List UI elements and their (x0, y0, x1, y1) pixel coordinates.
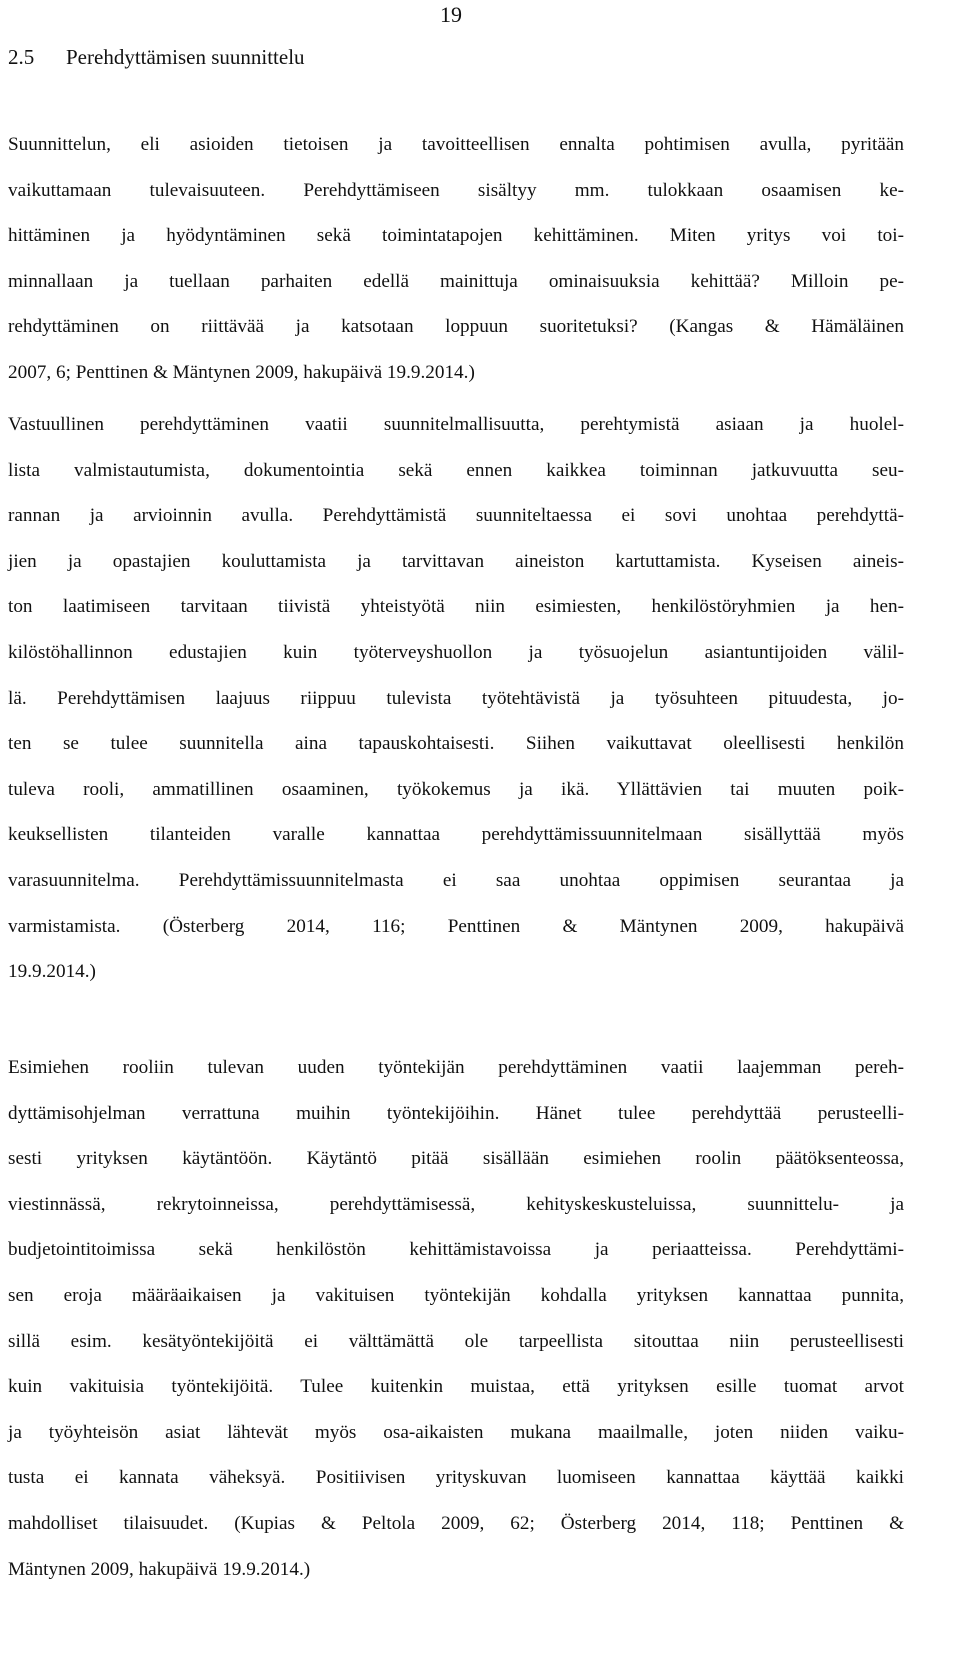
text-line: tusta ei kannata väheksyä. Positiivisen yrityskuvan luomiseen kannattaa käyttää kaikki (8, 1467, 904, 1489)
text-line: keuksellisten tilanteiden varalle kannattaa perehdyttämissuunnitelmaan sisällyttää myös (8, 824, 904, 846)
text-line: dyttämisohjelman verrattuna muihin työntekijöihin. Hänet tulee perehdyttää perusteelli- (8, 1102, 904, 1124)
text-line: vaikuttamaan tulevaisuuteen. Perehdyttämiseen sisältyy mm. tulokkaan osaamisen ke- (8, 179, 904, 201)
text-line: kilöstöhallinnon edustajien kuin työterveyshuollon ja työsuojelun asiantuntijoiden välil- (8, 641, 904, 663)
paragraph-3 (8, 1053, 904, 1600)
text-line: kuin vakituisia työntekijöitä. Tulee kuitenkin muistaa, että yrityksen esille tuomat arvot (8, 1376, 904, 1398)
section-title: Perehdyttämisen suunnittelu (66, 45, 305, 69)
text-line: Esimiehen rooliin tulevan uuden työntekijän perehdyttäminen vaatii laajemman pereh- (8, 1057, 904, 1078)
text-line: 2007, 6; Penttinen & Mäntynen 2009, hakupäivä 19.9.2014.) (8, 361, 475, 383)
text-line: ten se tulee suunnitella aina tapauskohtaisesti. Siihen vaikuttavat oleellisesti henkilön (8, 733, 904, 755)
section-heading (8, 42, 305, 72)
text-line: ton laatimiseen tarvitaan tiivistä yhteistyötä niin esimiesten, henkilöstöryhmien ja hen- (8, 596, 904, 618)
text-line: varmistamista. (Österberg 2014, 116; Penttinen & Mäntynen 2009, hakupäivä (8, 915, 904, 937)
text-line: budjetointitoimissa sekä henkilöstön kehittämistavoissa ja periaatteissa. Perehdyttämi- (8, 1239, 904, 1261)
text-line: tuleva rooli, ammatillinen osaaminen, työkokemus ja ikä. Yllättävien tai muuten poik- (8, 778, 904, 800)
text-line: sesti yrityksen käytäntöön. Käytäntö pitää sisällään esimiehen roolin päätöksenteossa, (8, 1148, 904, 1170)
text-line: jien ja opastajien kouluttamista ja tarvittavan aineiston kartuttamista. Kyseisen aineis- (8, 550, 904, 572)
text-line: Vastuullinen perehdyttäminen vaatii suunnitelmallisuutta, perehtymistä asiaan ja huolel- (8, 414, 904, 435)
section-number: 2.5 (8, 45, 35, 69)
text-line: Suunnittelun, eli asioiden tietoisen ja tavoitteellisen ennalta pohtimisen avulla, pyritään (8, 134, 904, 155)
text-line: ja työyhteisön asiat lähtevät myös osa-aikaisten mukana maailmalle, joten niiden vaiku- (8, 1421, 904, 1443)
paragraph-1 (8, 130, 904, 404)
text-line: rehdyttäminen on riittävää ja katsotaan loppuun suoritetuksi? (Kangas & Hämäläinen (8, 316, 904, 338)
text-line: viestinnässä, rekrytoinneissa, perehdyttämisessä, kehityskeskusteluissa, suunnittelu- ja (8, 1193, 904, 1215)
text-line: minnallaan ja tuellaan parhaiten edellä mainittuja ominaisuuksia kehittää? Milloin pe- (8, 270, 904, 292)
text-line: lista valmistautumista, dokumentointia sekä ennen kaikkea toiminnan jatkuvuutta seu- (8, 459, 904, 481)
text-line: sillä esim. kesätyöntekijöitä ei välttämättä ole tarpeellista sitouttaa niin perusteellisesti (8, 1330, 904, 1352)
text-line: lä. Perehdyttämisen laajuus riippuu tulevista työtehtävistä ja työsuhteen pituudesta, jo- (8, 687, 904, 709)
text-line: 19.9.2014.) (8, 961, 96, 983)
paragraph-2 (8, 410, 904, 1003)
text-line: hittäminen ja hyödyntäminen sekä toimintatapojen kehittäminen. Miten yritys voi toi- (8, 225, 904, 247)
text-line: Mäntynen 2009, hakupäivä 19.9.2014.) (8, 1558, 311, 1580)
text-line: sen eroja määräaikaisen ja vakituisen työntekijän kohdalla yrityksen kannattaa punnita, (8, 1284, 904, 1306)
text-line: varasuunnitelma. Perehdyttämissuunnitelmasta ei saa unohtaa oppimisen seurantaa ja (8, 869, 904, 891)
page-number: 19 (440, 2, 462, 27)
text-line: rannan ja arvioinnin avulla. Perehdyttämistä suunniteltaessa ei sovi unohtaa perehdyttä- (8, 505, 904, 527)
text-line: mahdolliset tilaisuudet. (Kupias & Peltola 2009, 62; Österberg 2014, 118; Penttinen & (8, 1512, 904, 1534)
